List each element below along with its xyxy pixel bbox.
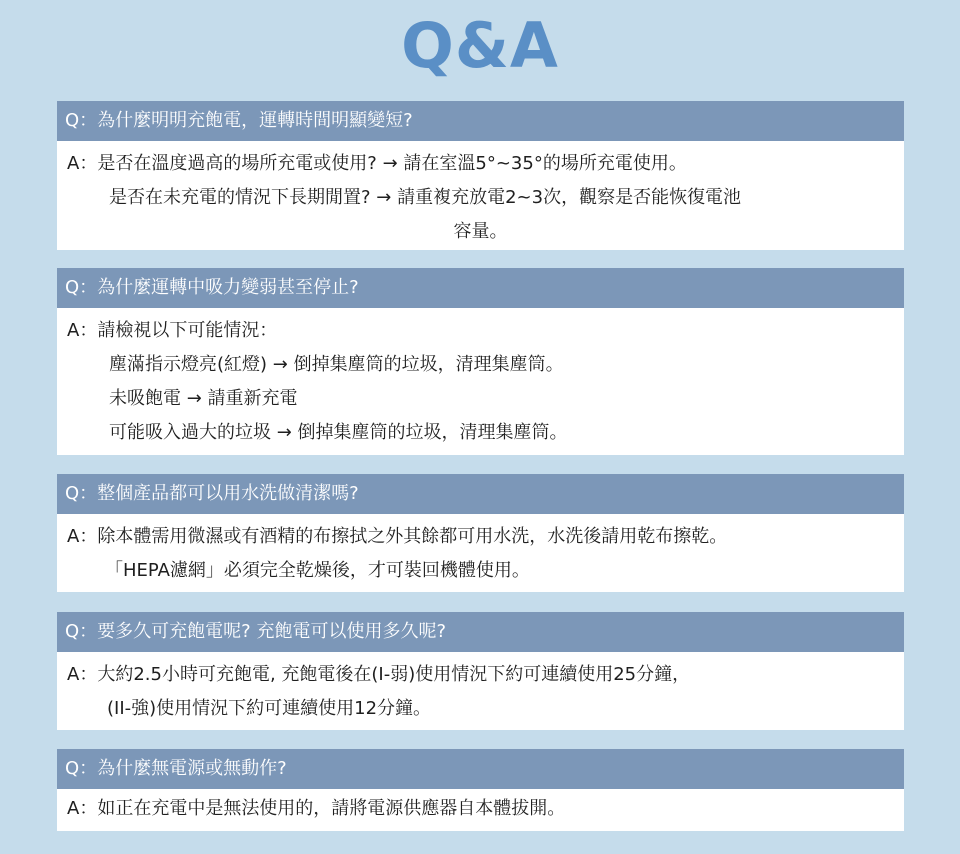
answer [57, 652, 904, 730]
answer-line: A：大約2.5小時可充飽電, 充飽電後在(I-弱)使用情況下約可連續使用25分鐘， [67, 664, 691, 685]
qa-item-4 [57, 612, 904, 730]
qa-item-2 [57, 268, 904, 455]
answer-line: A：是否在溫度過高的場所充電或使用? → 請在室溫5°~35°的場所充電使用。 [67, 153, 687, 174]
answer-line: A：除本體需用微濕或有酒精的布擦拭之外其餘都可用水洗，水洗後請用乾布擦乾。 [67, 526, 728, 547]
qa-item-1 [57, 101, 904, 250]
question: Q：為什麼無電源或無動作? [57, 749, 904, 789]
answer-line: 塵滿指示燈亮(紅燈) → 倒掉集塵筒的垃圾，清理集塵筒。 [109, 354, 564, 375]
question: Q：為什麼運轉中吸力變弱甚至停止? [57, 268, 904, 308]
answer-line: 可能吸入過大的垃圾 → 倒掉集塵筒的垃圾，清理集塵筒。 [109, 422, 568, 443]
question: Q：整個產品都可以用水洗做清潔嗎? [57, 474, 904, 514]
answer-line: 容量。 [453, 221, 508, 242]
page-title: Q&A [401, 9, 559, 82]
answer-line: 未吸飽電 → 請重新充電 [109, 388, 298, 409]
question: Q：為什麼明明充飽電，運轉時間明顯變短? [57, 101, 904, 141]
qa-item-5 [57, 749, 904, 831]
answer [57, 789, 904, 831]
answer [57, 308, 904, 455]
question: Q：要多久可充飽電呢? 充飽電可以使用多久呢? [57, 612, 904, 652]
answer [57, 141, 904, 250]
answer-line: 是否在未充電的情況下長期閒置? → 請重複充放電2~3次，觀察是否能恢復電池 [109, 187, 742, 208]
answer [57, 514, 904, 592]
answer-line: (II-強)使用情況下約可連續使用12分鐘。 [107, 698, 432, 719]
answer-line: A：如正在充電中是無法使用的，請將電源供應器自本體拔開。 [67, 798, 566, 819]
answer-line: A：請檢視以下可能情況： [67, 320, 278, 341]
qa-item-3 [57, 474, 904, 592]
answer-line: 「HEPA濾網」必須完全乾燥後，才可裝回機體使用。 [105, 560, 530, 581]
